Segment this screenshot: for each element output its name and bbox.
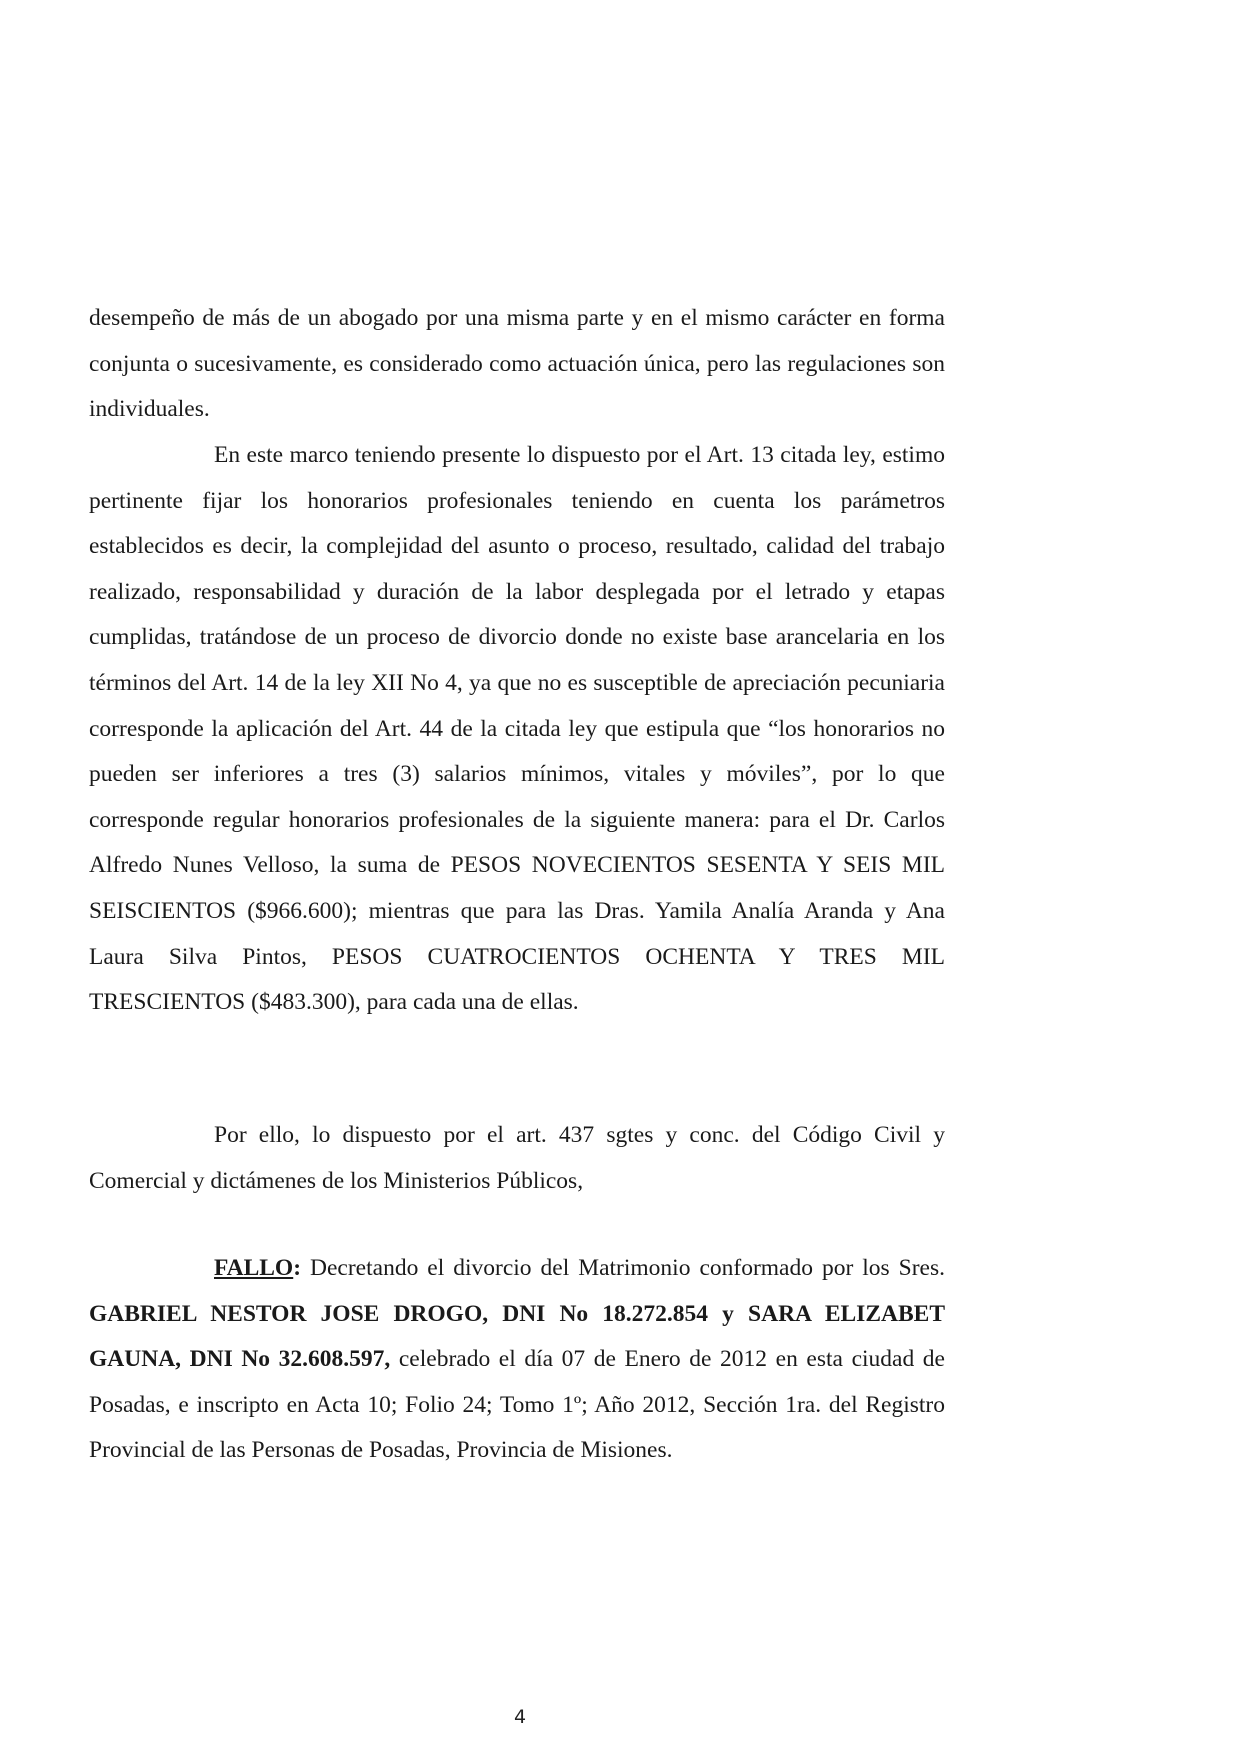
fallo-heading: FALLO <box>214 1255 294 1281</box>
fallo-intro: Decretando el divorcio del Matrimonio conformado por los Sres. <box>301 1255 945 1281</box>
paragraph-1: desempeño de más de un abogado por una misma parte y en el mismo carácter en forma conjunta o sucesivamente, es considerado como actuación única, pero las regulaciones son individuales. <box>89 305 945 423</box>
paragraph-2: En este marco teniendo presente lo dispuesto por el Art. 13 citada ley, estimo pertinente fijar los honorarios profesionales teniendo en cuenta los parámetros establecidos es decir, la complejidad del asunto o proceso, resultado, calidad del trabajo realizado, responsabilidad y duración de la labor desplegada por el letrado y etapas cumplidas, tratándose de un proceso de divorcio donde no existe base arancelaria en los términos del Art. 14 de la ley XII No 4, ya que no es susceptible de apreciación pecuniaria corresponde la aplicación del Art. 44 de la citada ley que estipula que “los honorarios no pueden ser inferiores a tres (3) salarios mínimos, vitales y móviles”, por lo que corresponde regular honorarios profesionales de la siguiente manera: para el Dr. Carlos Alfredo Nunes Velloso, la suma de PESOS NOVECIENTOS SESENTA Y SEIS MIL SEISCIENTOS ($966.600); mientras que para las Dras. Yamila Analía Aranda y Ana Laura Silva Pintos, PESOS CUATROCIENTOS OCHENTA Y TRES MIL TRESCIENTOS ($483.300), para cada una de ellas. <box>89 442 945 1016</box>
fallo-parties: GABRIEL NESTOR JOSE DROGO, DNI No 18.272.854 y SARA ELIZABET GAUNA, DNI No 32.608.597, <box>89 1300 945 1373</box>
page-number: 4 <box>513 1706 527 1728</box>
paragraph-3: Por ello, lo dispuesto por el art. 437 sgtes y conc. del Código Civil y Comercial y dictámenes de los Ministerios Públicos, <box>89 1122 945 1194</box>
paragraph-fallo <box>89 1246 945 1474</box>
fallo-rest: celebrado el día 07 de Enero de 2012 en esta ciudad de Posadas, e inscripto en Acta 10; Folio 24; Tomo 1º; Año 2012, Sección 1ra. del Registro Provincial de las Personas de Posadas, Provincia de Misiones. <box>89 1346 945 1464</box>
fallo-colon: : <box>293 1255 302 1281</box>
